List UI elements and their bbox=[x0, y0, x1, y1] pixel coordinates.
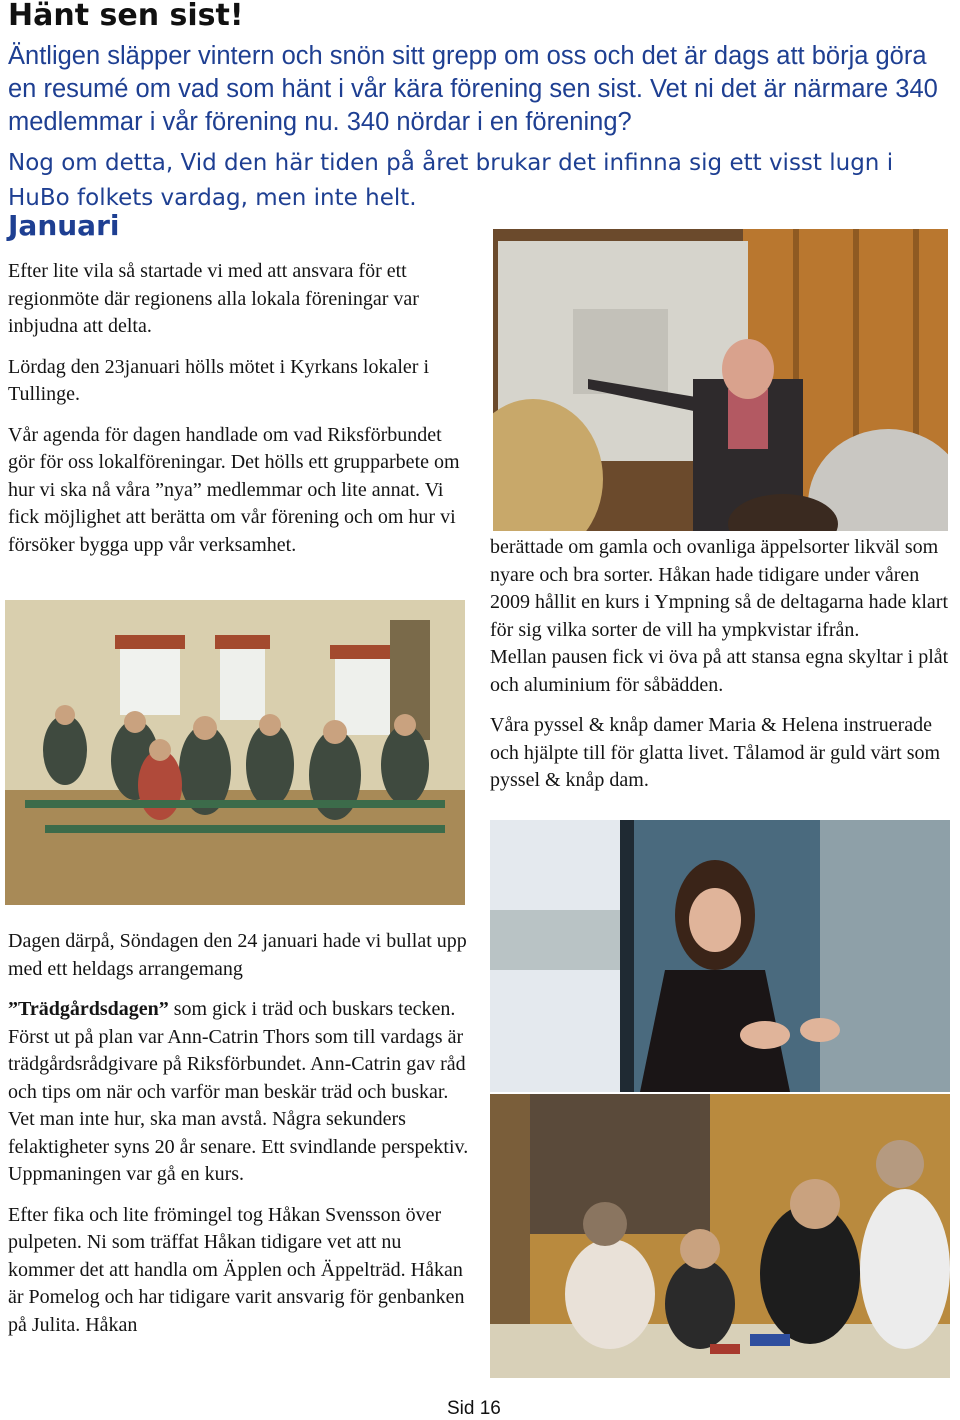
column-right bbox=[490, 534, 952, 808]
paragraph: Mellan pausen fick vi öva på att stansa egna skyltar i plåt och aluminium för såbädden. bbox=[490, 646, 949, 696]
paragraph: Dagen därpå, Söndagen den 24 januari hade vi bullat upp med ett heldags arrangemang bbox=[8, 930, 467, 980]
paragraph: Efter fika och lite frömingel tog Håkan Svensson över pulpeten. Ni som träffat Håkan tidigare vet att nu kommer det att handla om Äpplen och Äppelträd. Håkan är Pomelog och har tidigare varit ansvarig för genbanken på Julita. Håkan bbox=[8, 1203, 465, 1336]
intro-paragraph: Äntligen släpper vintern och snön sitt grepp om oss och det är dags att börja göra en resumé om vad som hänt i vår kära förening sen sist. Vet ni det är närmare 340 medlemmar i vår förening nu. 340 nördar i en förening? bbox=[8, 42, 938, 136]
section-heading-januari: Januari bbox=[8, 209, 120, 242]
page-number: Sid 16 bbox=[447, 1398, 501, 1419]
photo-workshop-instructor bbox=[490, 820, 950, 1092]
paragraph bbox=[8, 996, 470, 1189]
column-left-bottom bbox=[8, 928, 470, 1352]
paragraph: Lördag den 23januari hölls mötet i Kyrkans lokaler i Tullinge. bbox=[8, 355, 430, 405]
paragraph: Efter lite vila så startade vi med att ansvara för ett regionmöte där regionens alla lokala föreningar var inbjudna att delta. bbox=[8, 260, 419, 337]
photo-audience bbox=[5, 600, 465, 905]
paragraph: Vår agenda för dagen handlade om vad Riksförbundet gör för oss lokalföreningar. Det hölls ett grupparbete om hur vi ska nå våra ”nya” medlemmar och lite annat. Vi fick möjlighet att berätta om vår förening och om hur vi försöker bygga upp vår verksamhet. bbox=[8, 423, 460, 556]
event-name: ”Trädgårdsdagen” bbox=[8, 998, 169, 1020]
intro-paragraph-2: Nog om detta, Vid den här tiden på året brukar det infinna sig ett visst lugn i HuBo folkets vardag, men inte helt. bbox=[8, 150, 894, 211]
paragraph: berättade om gamla och ovanliga äppelsorter likväl som nyare och bra sorter. Håkan hade tidigare under våren 2009 hållit en kurs i Ympning så de deltagarna hade klart för sig vilka sorter de vill ha ympkvistar ifrån. bbox=[490, 536, 949, 641]
photo-workshop-tables bbox=[490, 1094, 950, 1378]
photo-speaker bbox=[493, 229, 948, 531]
paragraph: Våra pyssel & knåp damer Maria & Helena instruerade och hjälpte till för glatta livet. Tålamod är guld värt som pyssel & knåp dam. bbox=[490, 714, 941, 791]
paragraph-text: som gick i träd och buskars tecken. Först ut på plan var Ann-Catrin Thors som till vardags är trädgårdsrådgivare på Riksförbundet. Ann-Catrin gav råd och tips om när och varför man beskär träd och buskar. Vet man inte hur, ska man avstå. Några sekunders felaktigheter syns 20 år senare. Ett svindlande perspektiv. Uppmaningen var gå en kurs. bbox=[8, 998, 469, 1185]
page-title: Hänt sen sist! bbox=[8, 0, 244, 33]
column-left-top bbox=[8, 258, 470, 572]
